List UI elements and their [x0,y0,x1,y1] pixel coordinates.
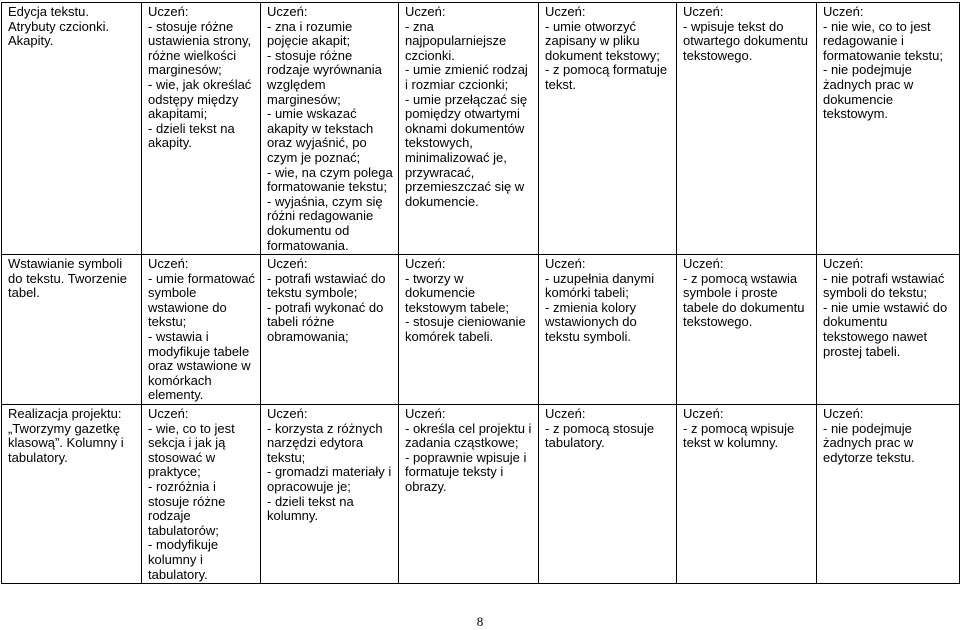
table-cell [817,3,960,255]
table-cell [399,255,539,405]
cell-line: - wyjaśnia, czym się różni redagowanie dokumentu od formatowania. [267,193,383,253]
cell-heading: Uczeń: [545,406,586,422]
table-cell [261,3,399,255]
page-number: 8 [476,614,484,629]
cell-heading: Uczeń: [148,256,189,272]
table-row [2,405,960,584]
requirements-table [1,2,960,584]
topic-cell: Wstawianie symboli do tekstu. Tworzenie tabel. [2,255,142,405]
table-cell [142,255,261,405]
cell-line: - z pomocą wstawia symbole i proste tabele do dokumentu tekstowego. [683,270,805,330]
cell-line: - stosuje cieniowanie komórek tabeli. [405,314,526,345]
cell-line: - umie przełączać się pomiędzy otwartymi oknami dokumentów tekstowych, minimalizować je, przywracać, przemieszczać się w dokumencie. [405,91,528,209]
topic-cell: Edycja tekstu. Atrybuty czcionki. Akapity. [2,3,142,255]
cell-line: - wie, na czym polega formatowanie tekstu; [267,164,393,195]
cell-line: - nie wie, co to jest redagowanie i formatowanie tekstu; [823,18,943,63]
cell-line: - z pomocą stosuje tabulatory. [545,420,655,451]
cell-line: - potrafi wstawiać do tekstu symbole; [267,270,386,301]
cell-line: - umie otworzyć zapisany w pliku dokument tekstowy; [545,18,660,63]
cell-line: - nie potrafi wstawiać symboli do tekstu; [823,270,945,301]
cell-heading: Uczeń: [148,406,189,422]
cell-heading: Uczeń: [823,4,864,19]
table-cell [677,3,817,255]
cell-heading: Uczeń: [148,4,189,19]
cell-line: - określa cel projektu i zadania cząstkowe; [405,420,532,451]
cell-line: - stosuje różne rodzaje wyrównania względem marginesów; [267,47,382,107]
cell-line: - wie, jak określać odstępy między akapitami; [148,76,252,122]
cell-line: - umie formatować symbole wstawione do tekstu; [148,270,255,330]
cell-line: - zna i rozumie pojęcie akapit; [267,18,353,49]
table-cell [539,405,677,584]
cell-line: - zna najpopularniejsze czcionki. [405,18,507,63]
table-cell [677,405,817,584]
table-cell [539,3,677,255]
cell-heading: Uczeń: [405,406,446,422]
cell-line: - wie, co to jest sekcja i jak ją stosować w praktyce; [148,420,235,480]
cell-line: - potrafi wykonać do tabeli różne obramowania; [267,299,384,345]
cell-line: - stosuje różne ustawienia strony, różne wielkości marginesów; [148,18,252,78]
cell-heading: Uczeń: [267,406,308,422]
cell-heading: Uczeń: [823,406,864,422]
cell-line: - modyfikuje kolumny i tabulatory. [148,537,219,582]
cell-line: - nie podejmuje żadnych prac w edytorze tekstu. [823,420,915,465]
table-cell [399,3,539,255]
table-cell [142,405,261,584]
table-cell [261,405,399,584]
table-cell [677,255,817,405]
cell-line: - uzupełnia danymi komórki tabeli; [545,270,655,301]
table-cell [817,405,960,584]
table-row [2,255,960,405]
cell-line: - z pomocą wpisuje tekst w kolumny. [683,420,795,451]
table-cell [261,255,399,405]
cell-heading: Uczeń: [823,256,864,272]
cell-line: - nie umie wstawić do dokumentu tekstowego nawet prostej tabeli. [823,299,948,359]
cell-line: - zmienia kolory wstawionych do tekstu symboli. [545,299,637,345]
table-cell [399,405,539,584]
table-cell [142,3,261,255]
topic-cell: Realizacja projektu: „Tworzymy gazetkę klasową”. Kolumny i tabulatory. [2,405,142,584]
cell-line: - umie wskazać akapity w tekstach oraz wyjaśnić, po czym je poznać; [267,106,374,165]
cell-heading: Uczeń: [545,256,586,272]
cell-heading: Uczeń: [405,4,446,19]
cell-heading: Uczeń: [683,406,724,422]
cell-line: - wstawia i modyfikuje tabele oraz wstawione w komórkach elementy. [148,329,251,403]
cell-heading: Uczeń: [683,256,724,272]
cell-line: - rozróżnia i stosuje różne rodzaje tabulatorów; [148,479,226,538]
cell-line: - wpisuje tekst do otwartego dokumentu tekstowego. [683,18,809,63]
cell-heading: Uczeń: [545,4,586,19]
cell-line: - gromadzi materiały i opracowuje je; [267,464,392,494]
cell-heading: Uczeń: [405,256,446,272]
table-row [2,3,960,255]
table-cell [817,255,960,405]
cell-heading: Uczeń: [267,4,308,19]
cell-line: - dzieli tekst na kolumny. [267,493,354,524]
cell-line: - umie zmienić rodzaj i rozmiar czcionki; [405,62,528,92]
cell-line: - nie podejmuje żadnych prac w dokumencie tekstowym. [823,62,914,122]
cell-heading: Uczeń: [683,4,724,19]
cell-line: - korzysta z różnych narzędzi edytora tekstu; [267,420,383,465]
table-cell [539,255,677,405]
cell-heading: Uczeń: [267,256,308,272]
cell-line: - poprawnie wpisuje i formatuje teksty i obrazy. [405,449,527,494]
cell-line: - z pomocą formatuje tekst. [545,62,668,92]
cell-line: - dzieli tekst na akapity. [148,120,235,151]
cell-line: - tworzy w dokumencie tekstowym tabele; [405,270,510,315]
